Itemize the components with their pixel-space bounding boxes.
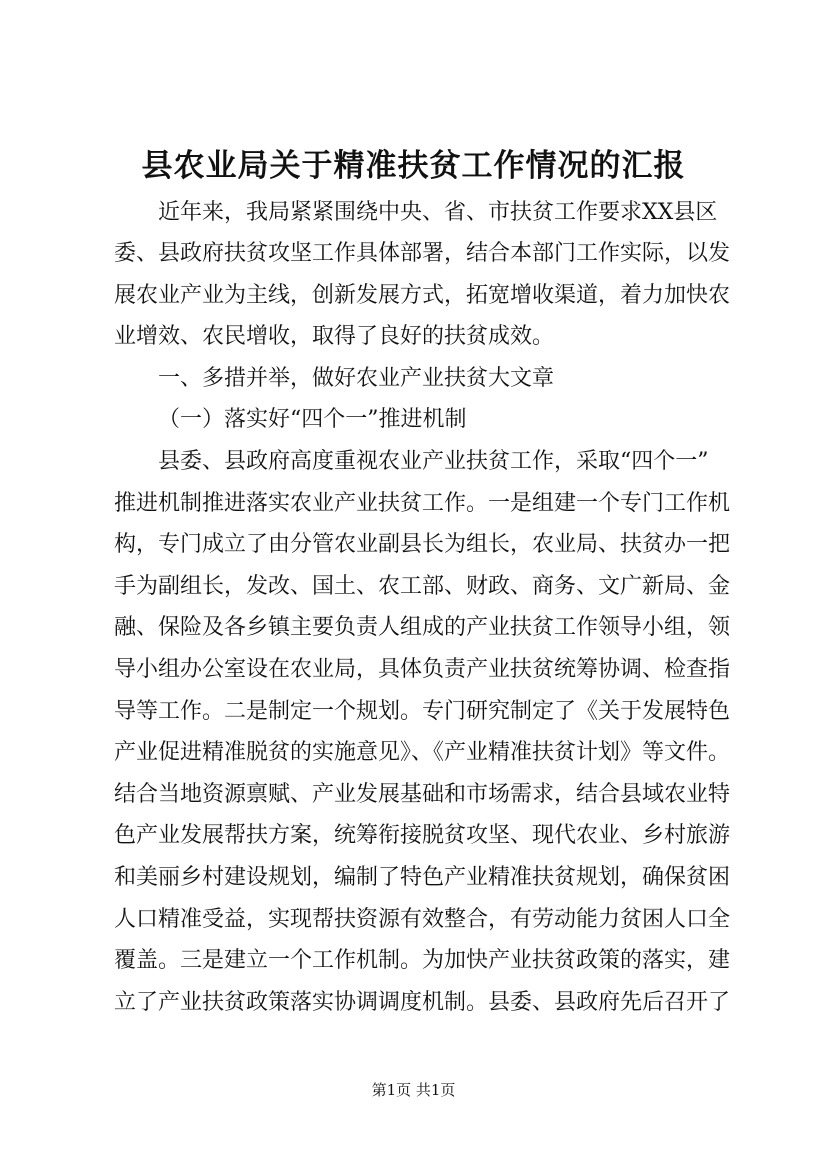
body-line: 融、保险及各乡镇主要负责人组成的产业扶贫工作领导小组，领: [114, 615, 731, 640]
subsection-heading: （一）落实好“四个一”推进机制: [158, 407, 467, 432]
body-line: 展农业产业为主线，创新发展方式，拓宽增收渠道，着力加快农: [114, 283, 731, 308]
body-line: 立了产业扶贫政策落实协调调度机制。县委、县政府先后召开了: [114, 990, 731, 1015]
body-line: 委、县政府扶贫攻坚工作具体部署，结合本部门工作实际，以发: [114, 241, 731, 266]
body-line: 人口精准受益，实现帮扶资源有效整合，有劳动能力贫困人口全: [114, 907, 731, 932]
body-line: 导小组办公室设在农业局，具体负责产业扶贫统筹协调、检查指: [114, 657, 731, 682]
body-line: 手为副组长，发改、国土、农工部、财政、商务、文广新局、金: [114, 574, 731, 599]
body-line: 业增效、农民增收，取得了良好的扶贫成效。: [114, 324, 555, 349]
section-heading: 一、多措并举，做好农业产业扶贫大文章: [158, 366, 555, 391]
body-line: 推进机制推进落实农业产业扶贫工作。一是组建一个专门工作机: [114, 491, 731, 516]
body-line: 和美丽乡村建设规划，编制了特色产业精准扶贫规划，确保贫困: [114, 865, 731, 890]
body-line: 产业促进精准脱贫的实施意见》、《产业精准扶贫计划》等文件。: [114, 740, 731, 765]
document-title: 县农业局关于精准扶贫工作情况的汇报: [141, 148, 686, 184]
body-line: 县委、县政府高度重视农业产业扶贫工作，采取“四个一”: [158, 449, 709, 474]
page-footer: 第1页 共1页: [371, 1081, 456, 1099]
body-line: 色产业发展帮扶方案，统筹衔接脱贫攻坚、现代农业、乡村旅游: [114, 823, 731, 848]
body-line: 近年来，我局紧紧围绕中央、省、市扶贫工作要求XX县区: [158, 200, 718, 225]
body-line: 覆盖。三是建立一个工作机制。为加快产业扶贫政策的落实，建: [114, 948, 731, 973]
body-line: 构，专门成立了由分管农业副县长为组长，农业局、扶贫办一把: [114, 532, 731, 557]
body-line: 结合当地资源禀赋、产业发展基础和市场需求，结合县域农业特: [114, 782, 731, 807]
body-line: 导等工作。二是制定一个规划。专门研究制定了《关于发展特色: [114, 699, 731, 724]
